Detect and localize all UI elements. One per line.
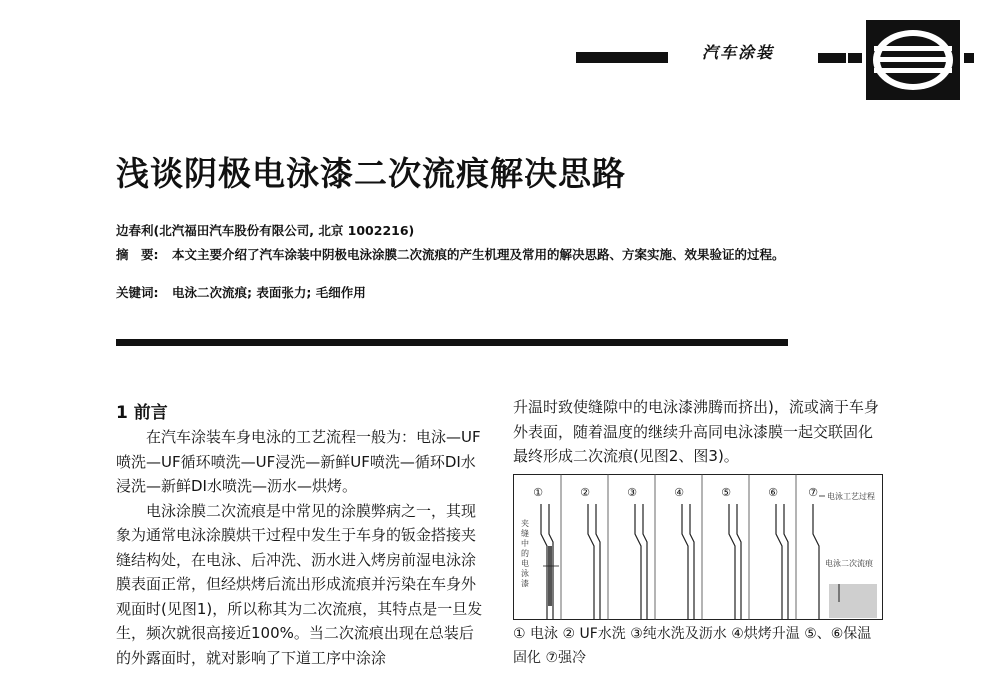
fig-left-label: 夹缝中的电泳漆 (521, 519, 529, 588)
abstract-label: 摘 要: (116, 247, 159, 262)
divider-rule (116, 339, 788, 346)
keywords (116, 284, 366, 301)
header-bar-right-3 (964, 53, 974, 63)
keywords-text: 电泳二次流痕; 表面张力; 毛细作用 (172, 285, 366, 300)
section-label: 汽车涂装 (702, 43, 775, 62)
figure-caption-text: ① 电泳 ② UF水洗 ③纯水洗及沥水 ④烘烤升温 ⑤、⑥保温固化 ⑦强冷 (513, 626, 872, 666)
step-4: ④ (674, 486, 684, 499)
abstract (116, 246, 806, 263)
section-heading: 1 前言 (116, 403, 168, 423)
step-6: ⑥ (768, 486, 778, 499)
author-line (116, 222, 414, 239)
fig-label-flow: 电泳二次流痕 (825, 559, 873, 568)
step-1: ① (533, 486, 543, 499)
paragraph-2: 电泳涂膜二次流痕是中常见的涂膜弊病之一，其现象为通常电泳涂膜烘干过程中发生于车身的钣金搭接夹缝结构处，在电泳、后冲洗、沥水进入烤房前湿电泳涂膜表面正常，但经烘烤后流出形成流痕并污染在车身外观面时(见图1)，所以称其为二次流痕，其特点是一旦发生，频次就很高接近100%。当二次流痕出现在总装后的外露面时，就对影响了下道工序中涂涂 (116, 501, 483, 667)
author-text: 边春利(北汽福田汽车股份有限公司, 北京 1002216) (116, 223, 415, 238)
figure-process-diagram (513, 474, 883, 620)
keywords-label: 关键词: (116, 285, 159, 300)
header-bar-right-1 (818, 53, 846, 63)
right-column (513, 395, 885, 469)
abstract-text: 本文主要介绍了汽车涂装中阴极电泳涂膜二次流痕的产生机理及常用的解决思路、方案实施、效果验证的过程。 (172, 247, 785, 262)
step-2: ② (580, 486, 590, 499)
header-bar-left (576, 52, 668, 63)
step-3: ③ (627, 486, 637, 499)
step-5: ⑤ (721, 486, 731, 499)
journal-logo (866, 20, 960, 100)
figure-caption (513, 622, 885, 670)
article-title: 浅谈阴极电泳漆二次流痕解决思路 (116, 154, 626, 193)
right-paragraph: 升温时致使缝隙中的电泳漆沸腾而挤出)，流或滴于车身外表面，随着温度的继续升高同电泳漆膜一起交联固化最终形成二次流痕(见图2、图3)。 (513, 398, 879, 465)
header-bar-right-2 (848, 53, 862, 63)
paragraph-1: 在汽车涂装车身电泳的工艺流程一般为：电泳—UF喷洗—UF循环喷洗—UF浸洗—新鲜UF喷洗—循环DI水浸洗—新鲜DI水喷洗—沥水—烘烤。 (116, 428, 481, 495)
fig-label-process: 电泳工艺过程 (827, 492, 875, 501)
left-column (116, 425, 486, 670)
step-7: ⑦ (808, 486, 818, 499)
